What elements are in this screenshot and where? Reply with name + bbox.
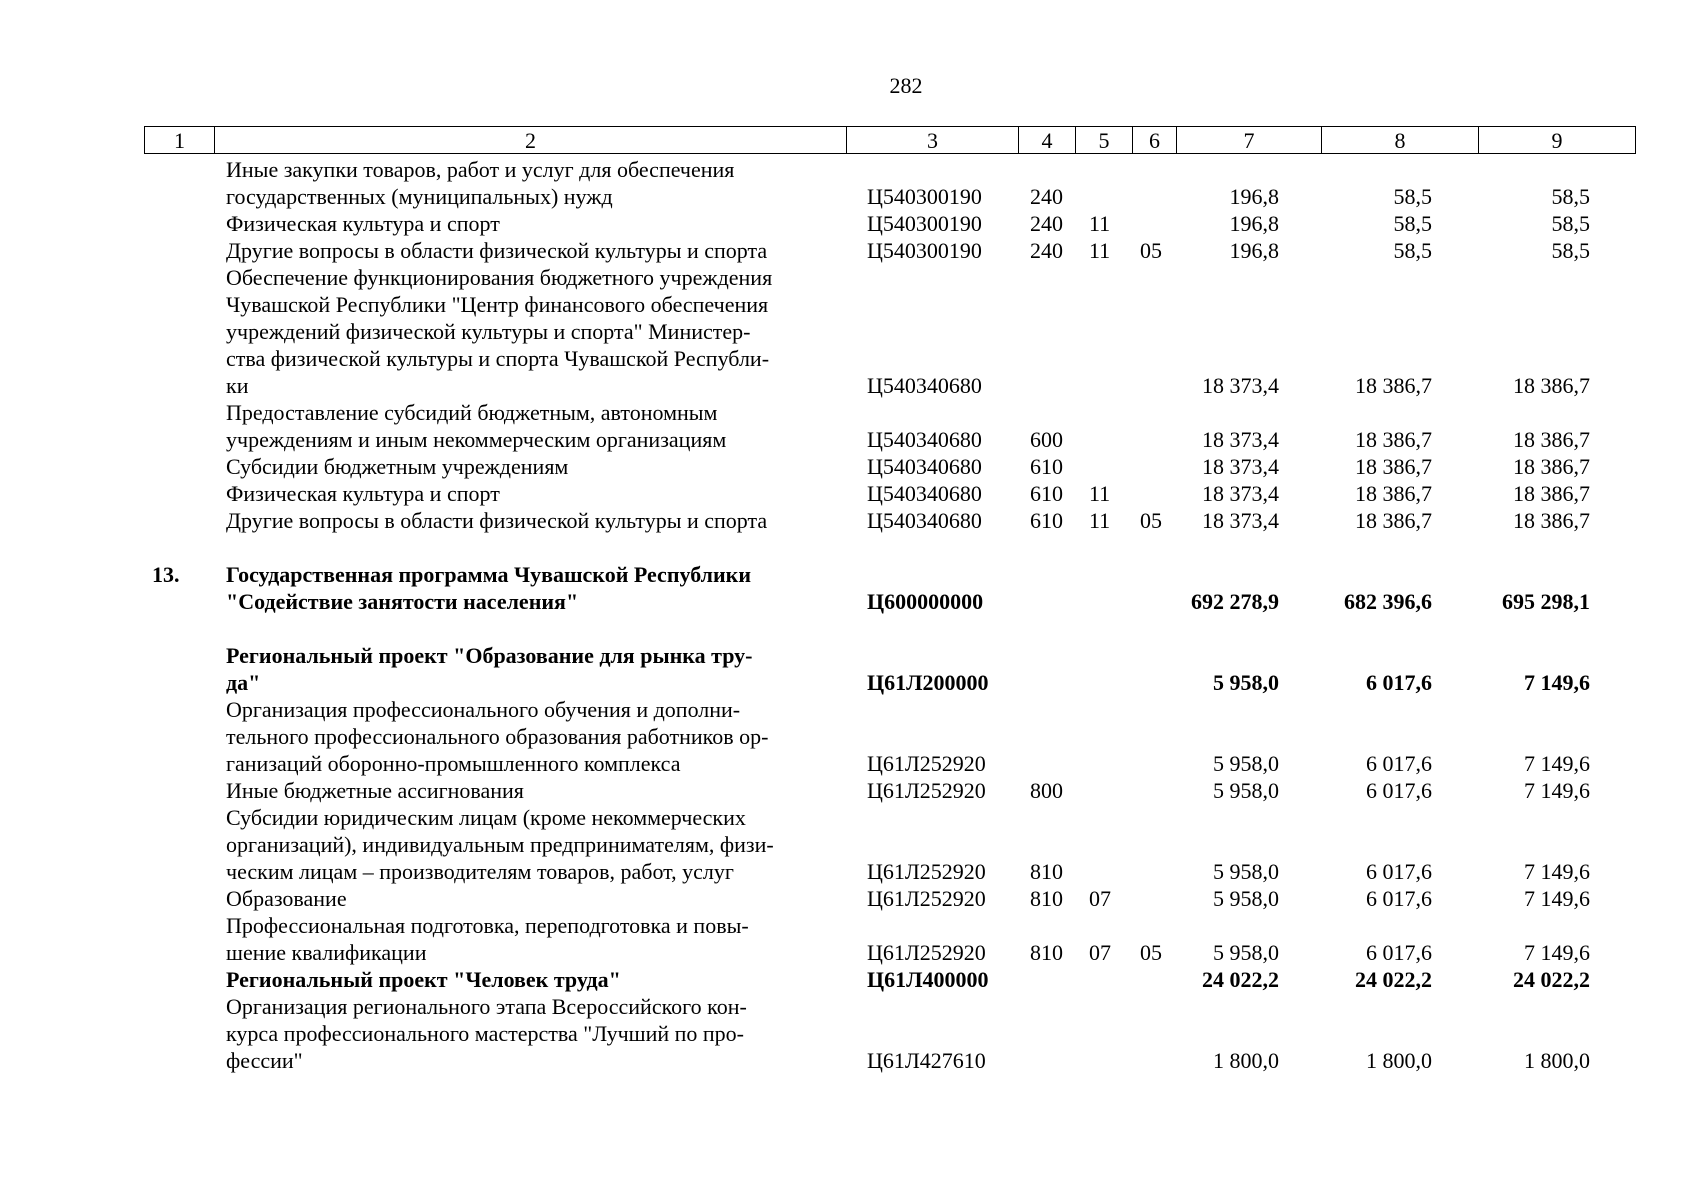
row-value-7: 196,8 — [1229, 238, 1279, 263]
row-value-8: 18 386,7 — [1355, 373, 1432, 398]
row-value-7: 5 958,0 — [1213, 940, 1279, 965]
row-value-8: 6 017,6 — [1366, 670, 1432, 695]
row-code: Ц61Л252920 — [867, 751, 986, 776]
row-code: Ц540340680 — [867, 454, 982, 479]
row-value-8: 18 386,7 — [1355, 427, 1432, 452]
row-col4: 240 — [1030, 184, 1063, 209]
row-code: Ц600000000 — [867, 589, 984, 614]
row-value-8: 24 022,2 — [1355, 967, 1432, 992]
row-value-8: 58,5 — [1393, 184, 1432, 209]
row-value-9: 7 149,6 — [1524, 670, 1590, 695]
row-value-9: 18 386,7 — [1513, 454, 1590, 479]
row-value-9: 18 386,7 — [1513, 481, 1590, 506]
row-code: Ц540300190 — [867, 184, 982, 209]
row-code: Ц61Л200000 — [867, 670, 989, 695]
column-header-3: 3 — [847, 127, 1019, 154]
row-col5: 11 — [1089, 481, 1111, 506]
table-row — [144, 156, 1635, 210]
row-value-7: 18 373,4 — [1202, 373, 1279, 398]
row-value-7: 196,8 — [1229, 184, 1279, 209]
row-value-7: 5 958,0 — [1213, 778, 1279, 803]
table-row — [144, 642, 1635, 696]
row-value-8: 1 800,0 — [1366, 1048, 1432, 1073]
row-col5: 11 — [1089, 508, 1111, 533]
table-row — [144, 804, 1635, 885]
row-value-9: 18 386,7 — [1513, 373, 1590, 398]
row-value-9: 7 149,6 — [1524, 751, 1590, 776]
column-header-8: 8 — [1322, 127, 1479, 154]
row-col4: 600 — [1030, 427, 1063, 452]
row-value-8: 18 386,7 — [1355, 454, 1432, 479]
row-code: Ц540340680 — [867, 427, 982, 452]
row-name: Предоставление субсидий бюджетным, автономным учреждениям и иным некоммерческим организациям — [226, 400, 727, 452]
row-name: Организация регионального этапа Всероссийского кон- курса профессионального мастерства "Лучший по про- фессии" — [226, 994, 747, 1073]
table-row — [144, 264, 1635, 399]
row-code: Ц540340680 — [867, 373, 982, 398]
column-header-6: 6 — [1133, 127, 1177, 154]
row-value-7: 24 022,2 — [1202, 967, 1279, 992]
row-value-7: 5 958,0 — [1213, 886, 1279, 911]
row-col4: 610 — [1030, 454, 1063, 479]
row-name: Региональный проект "Человек труда" — [226, 967, 621, 992]
row-code: Ц61Л252920 — [867, 859, 986, 884]
row-value-9: 7 149,6 — [1524, 940, 1590, 965]
row-value-9: 18 386,7 — [1513, 427, 1590, 452]
row-col4: 240 — [1030, 238, 1063, 263]
table-row — [144, 480, 1635, 507]
column-header-9: 9 — [1479, 127, 1636, 154]
row-code: Ц61Л400000 — [867, 967, 989, 992]
row-value-9: 7 149,6 — [1524, 886, 1590, 911]
column-header-1: 1 — [145, 127, 215, 154]
row-name: Другие вопросы в области физической культуры и спорта — [226, 238, 768, 263]
row-name: Иные закупки товаров, работ и услуг для обеспечения государственных (муниципальных) нужд — [226, 157, 735, 209]
row-value-9: 1 800,0 — [1524, 1048, 1590, 1073]
column-header-2: 2 — [215, 127, 847, 154]
row-col4: 810 — [1030, 859, 1063, 884]
row-code: Ц540300190 — [867, 211, 982, 236]
row-col4: 800 — [1030, 778, 1063, 803]
row-value-7: 18 373,4 — [1202, 481, 1279, 506]
row-name: Региональный проект "Образование для рынка тру- да" — [226, 643, 753, 695]
row-name: Физическая культура и спорт — [226, 481, 500, 506]
row-value-8: 18 386,7 — [1355, 481, 1432, 506]
row-col4: 810 — [1030, 886, 1063, 911]
row-value-8: 682 396,6 — [1344, 589, 1432, 614]
row-col4: 810 — [1030, 940, 1063, 965]
row-col5: 11 — [1089, 211, 1111, 236]
row-value-8: 6 017,6 — [1366, 778, 1432, 803]
row-col6: 05 — [1140, 238, 1162, 263]
row-value-9: 58,5 — [1551, 238, 1590, 263]
row-value-8: 6 017,6 — [1366, 886, 1432, 911]
table-row — [144, 210, 1635, 237]
column-header-row — [145, 127, 1636, 154]
row-code: Ц540340680 — [867, 508, 982, 533]
row-name: Другие вопросы в области физической культуры и спорта — [226, 508, 768, 533]
table-row — [144, 966, 1635, 993]
row-name: Государственная программа Чувашской Республики "Содействие занятости населения" — [226, 562, 752, 614]
table-row — [144, 237, 1635, 264]
row-code: Ц61Л252920 — [867, 886, 986, 911]
row-value-8: 58,5 — [1393, 238, 1432, 263]
row-name: Иные бюджетные ассигнования — [226, 778, 524, 803]
row-name: Организация профессионального обучения и дополни- тельного профессионального образования работников ор- ганизаций оборонно-промышленного комплекса — [226, 697, 769, 776]
table-row — [144, 561, 1635, 615]
row-value-7: 18 373,4 — [1202, 427, 1279, 452]
row-name: Образование — [226, 886, 347, 911]
row-value-9: 18 386,7 — [1513, 508, 1590, 533]
row-code: Ц61Л252920 — [867, 778, 986, 803]
row-value-9: 58,5 — [1551, 184, 1590, 209]
row-value-8: 58,5 — [1393, 211, 1432, 236]
row-name: Обеспечение функционирования бюджетного учреждения Чувашской Республики "Центр финансового обеспечения учреждений физической культуры и спорта" Министер- ства физической культуры и спорта Чувашской Республи- ки — [226, 265, 773, 398]
row-value-9: 58,5 — [1551, 211, 1590, 236]
row-number: 13. — [152, 562, 180, 587]
row-col6: 05 — [1140, 940, 1162, 965]
row-value-7: 692 278,9 — [1191, 589, 1279, 614]
row-code: Ц61Л427610 — [867, 1048, 986, 1073]
row-value-7: 18 373,4 — [1202, 454, 1279, 479]
row-value-9: 7 149,6 — [1524, 778, 1590, 803]
row-name: Субсидии юридическим лицам (кроме некоммерческих организаций), индивидуальным предпринимателям, физи- ческим лицам – производителям товаров, работ, услуг — [226, 805, 774, 884]
row-name: Профессиональная подготовка, переподготовка и повы- шение квалификации — [226, 913, 749, 965]
page-number: 282 — [889, 73, 923, 98]
row-col6: 05 — [1140, 508, 1162, 533]
row-name: Субсидии бюджетным учреждениям — [226, 454, 569, 479]
row-value-7: 5 958,0 — [1213, 751, 1279, 776]
column-header-7: 7 — [1177, 127, 1322, 154]
row-value-7: 196,8 — [1229, 211, 1279, 236]
budget-table-body — [144, 156, 1635, 1074]
table-row — [144, 696, 1635, 777]
table-row — [144, 885, 1635, 912]
row-value-7: 18 373,4 — [1202, 508, 1279, 533]
row-value-8: 6 017,6 — [1366, 940, 1432, 965]
row-name: Физическая культура и спорт — [226, 211, 500, 236]
table-row — [144, 453, 1635, 480]
column-header-4: 4 — [1019, 127, 1076, 154]
row-value-8: 6 017,6 — [1366, 751, 1432, 776]
row-code: Ц540300190 — [867, 238, 982, 263]
row-col4: 240 — [1030, 211, 1063, 236]
column-header-table — [144, 126, 1636, 154]
row-col4: 610 — [1030, 481, 1063, 506]
table-row — [144, 399, 1635, 453]
row-value-9: 24 022,2 — [1513, 967, 1590, 992]
row-value-9: 695 298,1 — [1502, 589, 1590, 614]
row-code: Ц540340680 — [867, 481, 982, 506]
row-value-8: 6 017,6 — [1366, 859, 1432, 884]
row-value-7: 5 958,0 — [1213, 670, 1279, 695]
row-col5: 07 — [1089, 886, 1111, 911]
row-value-8: 18 386,7 — [1355, 508, 1432, 533]
table-row — [144, 912, 1635, 966]
row-value-7: 1 800,0 — [1213, 1048, 1279, 1073]
table-row — [144, 777, 1635, 804]
row-col5: 07 — [1089, 940, 1111, 965]
row-col5: 11 — [1089, 238, 1111, 263]
table-row — [144, 993, 1635, 1074]
row-code: Ц61Л252920 — [867, 940, 986, 965]
column-header-5: 5 — [1076, 127, 1133, 154]
table-row — [144, 507, 1635, 534]
row-value-7: 5 958,0 — [1213, 859, 1279, 884]
row-col4: 610 — [1030, 508, 1063, 533]
row-value-9: 7 149,6 — [1524, 859, 1590, 884]
